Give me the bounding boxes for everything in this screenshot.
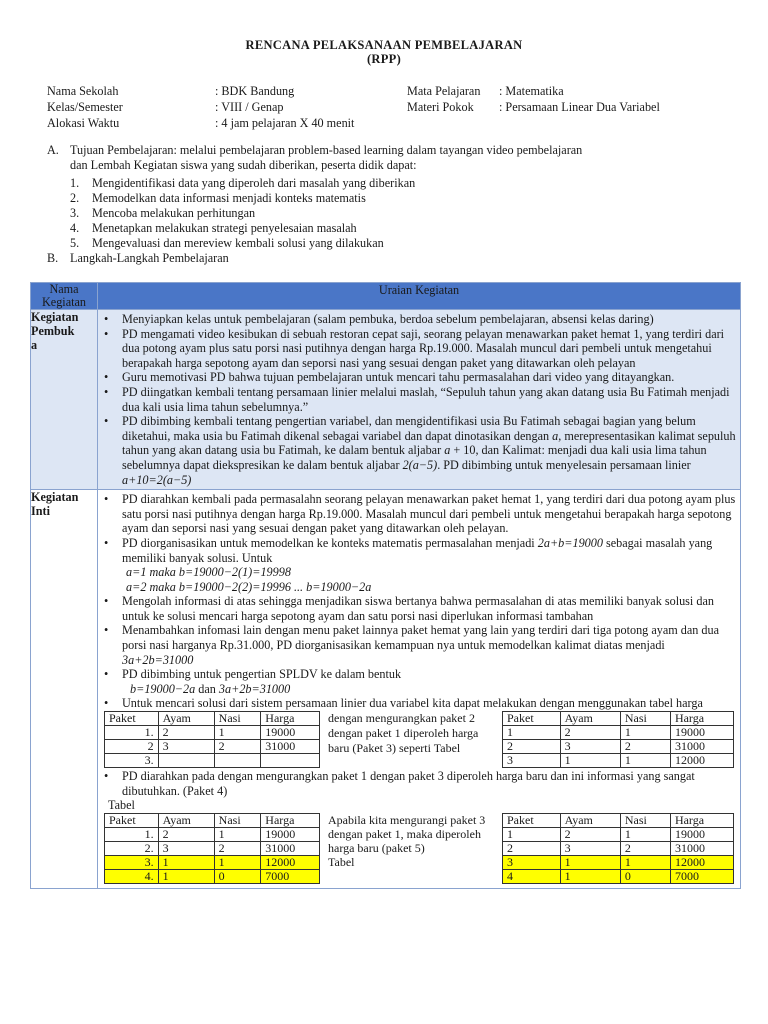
col-header: Harga: [261, 712, 320, 726]
cell: 4: [503, 869, 561, 883]
school-label: Nama Sekolah: [47, 84, 119, 98]
cell: 19000: [670, 726, 733, 740]
col-header: Nasi: [214, 813, 261, 827]
list-item: [122, 667, 736, 696]
cell: 0: [620, 869, 670, 883]
cell: 19000: [261, 827, 320, 841]
table-row: [503, 726, 734, 740]
table-row: [105, 726, 320, 740]
table-row: [105, 827, 320, 841]
col-header: Paket: [105, 712, 159, 726]
cell: 3: [158, 740, 214, 754]
math-equation: a=2 maka b=19000−2(2)=19996 ... b=19000−2a: [126, 579, 372, 594]
cell: 12000: [261, 855, 320, 869]
table-row-highlighted: [503, 869, 734, 883]
price-tables-row-1: [98, 711, 740, 768]
opening-activity-label: [31, 310, 98, 490]
class-label: Kelas/Semester: [47, 100, 123, 114]
cell: 3: [503, 754, 561, 768]
label-line: Kegiatan: [31, 490, 79, 505]
table-row: [31, 490, 741, 889]
col-header: Harga: [670, 813, 733, 827]
item-text: PD diorganisasikan untuk memodelkan ke konteks matematis permasalahan menjadi: [122, 535, 538, 550]
cell: 2: [620, 740, 670, 754]
cell: 1: [214, 726, 261, 740]
price-tables-row-2: [98, 813, 740, 884]
time-label: Alokasi Waktu: [47, 116, 120, 130]
col-header: Ayam: [560, 813, 620, 827]
list-item: • Menyiapkan kelas untuk pembelajaran (salam pembuka, berdoa sebelum pembelajaran, absensi kelas daring): [122, 312, 736, 327]
header-activity-name: [31, 283, 98, 310]
math-equation: b=19000−2a: [130, 681, 196, 696]
cell: 31000: [670, 841, 733, 855]
cell: 2: [214, 740, 261, 754]
header-col1-line2: Kegiatan: [42, 295, 86, 309]
cell: 7000: [261, 869, 320, 883]
document-title: RENCANA PELAKSANAAN PEMBELAJARAN: [245, 38, 523, 52]
label-line: a: [31, 338, 38, 352]
item-text: + 10, dan Kalimat: menjadi dua kali usia lima tahun sebelumnya dapat diekspresikan ke dalam bentuk aljabar: [122, 443, 707, 472]
list-item: • PD diarahkan pada dengan mengurangkan paket 1 dengan paket 3 diperoleh harga baru dan ini informasi yang sangat dibutuhkan. (Paket 4): [122, 769, 736, 798]
header-col1-line1: Nama: [49, 282, 79, 296]
table-row: [503, 827, 734, 841]
core-activity-list: [98, 492, 740, 711]
math-equation: 2a+b=19000: [537, 535, 603, 550]
cell: 3: [560, 740, 620, 754]
cell: 1: [560, 754, 620, 768]
col-header: Nasi: [620, 813, 670, 827]
section-a-line1: Tujuan Pembelajaran: melalui pembelajaran problem-based learning dalam tayangan video pembelajaran: [70, 143, 583, 157]
cell: 1: [560, 855, 620, 869]
table-row: [105, 740, 320, 754]
cell: 1: [503, 726, 561, 740]
col-header: Ayam: [158, 712, 214, 726]
section-a-line2: dan Lembah Kegiatan siswa yang sudah diberikan, peserta didik dapat:: [70, 158, 417, 172]
cell: 1: [214, 855, 261, 869]
col-header: Paket: [503, 813, 561, 827]
price-table-2: [502, 711, 734, 768]
table-row: [503, 754, 734, 768]
document-subtitle: (RPP): [366, 52, 402, 66]
item-text: Menambahkan infomasi lain dengan menu paket lainnya paket hemat yang lain yang terdiri dari tiga potong ayam dan dua porsi nasi harganya Rp.31.000, PD diorganisasikan kemampuan nya untuk memodelkan kalimat diatas menjadi: [122, 623, 719, 653]
cell: 1.: [105, 827, 159, 841]
objective-text: Mengidentifikasi data yang diperoleh dari masalah yang diberikan: [92, 176, 416, 190]
math-equation: 3a+2b=31000: [122, 652, 194, 667]
cell: 1: [158, 869, 214, 883]
table-row: [31, 310, 741, 490]
topic-label: Materi Pokok: [407, 100, 474, 114]
cell: 12000: [670, 754, 733, 768]
table-row-highlighted: [503, 855, 734, 869]
list-item: • PD diarahkan kembali pada permasalahn seorang pelayan menawarkan paket hemat 1, yang terdiri dari dua potong ayam plus satu porsi nasi putihnya dengan harga Rp.19.000. Masalah muncul dari pembeli untuk mengetahui berapakah harga sepotong ayam dan seporsi nasi yang sesuai dengan paket yang ditawarkan oleh pelayan.: [122, 492, 736, 536]
subtraction-note-1: dengan mengurangkan paket 2 dengan paket 1 diperoleh harga baru (Paket 3) seperti Tabel: [328, 711, 479, 756]
list-item: • Mengolah informasi di atas sehingga menjadikan siswa bertanya bahwa permasalahan di atas memiliki banyak solusi dan untuk ke solusi mencari harga sepotong ayam dan satu porsi nasi diperlukan informasi tambahan: [122, 594, 736, 623]
activity-table: [30, 282, 741, 889]
table-header-row: [31, 283, 741, 310]
cell: 4.: [105, 869, 159, 883]
cell: 1: [620, 855, 670, 869]
section-b-marker: B.: [47, 251, 59, 265]
cell: 31000: [261, 740, 320, 754]
opening-activity-list: [98, 312, 740, 487]
cell: 1: [620, 754, 670, 768]
item-text: . PD dibimbing untuk menyelesain persamaan linier: [437, 457, 691, 472]
cell: [214, 754, 261, 768]
cell: 2: [560, 827, 620, 841]
math-variable: a: [444, 443, 451, 458]
cell: 2: [158, 726, 214, 740]
table-row-highlighted: [105, 869, 320, 883]
cell: 2: [620, 841, 670, 855]
objective-text: Mencoba melakukan perhitungan: [92, 206, 256, 220]
cell: 1: [214, 827, 261, 841]
note-tabel-label: Tabel: [328, 854, 355, 869]
list-item: [122, 623, 736, 667]
subtraction-note-2: [320, 813, 502, 884]
cell: 2: [503, 740, 561, 754]
cell: 0: [214, 869, 261, 883]
table-row: [503, 841, 734, 855]
cell: 1: [503, 827, 561, 841]
cell: 19000: [670, 827, 733, 841]
math-variable: a: [552, 428, 559, 443]
price-table-3: [104, 813, 320, 884]
cell: 3: [560, 841, 620, 855]
list-item: • PD diingatkan kembali tentang persamaan linier melalui maslah, “Sepuluh tahun yang akan datang usia Bu Fatimah menjadi dua kali usia lima tahun sebelumnya.”: [122, 385, 736, 414]
math-equation: 3a+2b=31000: [218, 681, 291, 696]
cell: 3.: [105, 855, 159, 869]
core-activity-content: [98, 490, 741, 889]
col-header: Ayam: [158, 813, 214, 827]
label-line: Kegiatan: [31, 310, 79, 324]
table-row: [105, 754, 320, 768]
list-item: • Untuk mencari solusi dari sistem persamaan linier dua variabel kita dapat melakukan dengan menggunakan tabel harga: [122, 696, 736, 711]
class-value: : VIII / Genap: [215, 100, 284, 114]
cell: 7000: [670, 869, 733, 883]
cell: 1: [158, 855, 214, 869]
header-activity-description: Uraian Kegiatan: [98, 283, 741, 310]
objective-text: Memodelkan data informasi menjadi konteks matematis: [92, 191, 366, 205]
item-text: PD dibimbing untuk pengertian SPLDV ke dalam bentuk: [122, 667, 402, 682]
price-table-1: [104, 711, 320, 768]
cell: 3: [158, 841, 214, 855]
cell: 1: [560, 869, 620, 883]
cell: 19000: [261, 726, 320, 740]
cell: 12000: [670, 855, 733, 869]
section-a-marker: A.: [47, 143, 59, 157]
label-line: Inti: [31, 504, 50, 519]
table-row: [105, 841, 320, 855]
subject-value: : Matematika: [499, 84, 564, 98]
time-value: : 4 jam pelajaran X 40 menit: [215, 116, 355, 130]
school-value: : BDK Bandung: [215, 84, 295, 98]
list-item: [122, 414, 736, 487]
tabel-label: Tabel: [108, 798, 135, 813]
cell: 2: [503, 841, 561, 855]
list-item: [122, 536, 736, 594]
cell: 2: [214, 841, 261, 855]
cell: 1.: [105, 726, 159, 740]
math-equation: a+10=2(a−5): [122, 472, 192, 487]
item-text: , merepresentasikan kalimat sepuluh tahun yang akan datang usia bu Fatimah, ke dalam bentuk aljabar: [122, 428, 736, 458]
topic-value: : Persamaan Linear Dua Variabel: [499, 100, 660, 114]
price-table-4: [502, 813, 734, 884]
col-header: Nasi: [620, 712, 670, 726]
section-b-heading: Langkah-Langkah Pembelajaran: [70, 251, 229, 265]
col-header: Ayam: [560, 712, 620, 726]
core-activity-label: [31, 490, 98, 889]
list-item: • PD mengamati video kesibukan di sebuah restoran cepat saji, seorang pelayan menawarkan paket hemat 1, yang terdiri dari dua potong ayam plus satu porsi nasi putihnya dengan harga Rp.19.000. Masalah muncul dari pembeli untuk mengetahui berapakah harga sepotong ayam dan seporsi nasi yang sesuai dengan paket yang ditawarkan oleh pelayan: [122, 327, 736, 371]
cell: 2.: [105, 841, 159, 855]
list-item: • Guru memotivasi PD bahwa tujuan pembelajaran untuk mencari tahu permasalahan dari video yang ditayangkan.: [122, 370, 736, 385]
subject-label: Mata Pelajaran: [407, 84, 481, 98]
cell: 1: [620, 726, 670, 740]
col-header: Paket: [105, 813, 159, 827]
objective-text: Mengevaluasi dan mereview kembali solusi yang dilakukan: [92, 236, 384, 250]
cell: 3.: [105, 754, 159, 768]
item-text: dan: [195, 681, 219, 696]
col-header: Nasi: [214, 712, 261, 726]
cell: [261, 754, 320, 768]
cell: [158, 754, 214, 768]
math-equation: a=1 maka b=19000−2(1)=19998: [126, 565, 291, 580]
col-header: Harga: [261, 813, 320, 827]
item-text: sebagai masalah yang memiliki banyak solusi. Untuk: [122, 535, 713, 565]
table-row: [503, 740, 734, 754]
note-text: Apabila kita mengurangi paket 3 dengan paket 1, maka diperoleh harga baru (paket 5): [328, 812, 486, 855]
cell: 1: [620, 827, 670, 841]
table-row-highlighted: [105, 855, 320, 869]
label-line: Pembuk: [31, 324, 75, 338]
cell: 2: [105, 740, 159, 754]
objective-number: 4.: [70, 221, 80, 235]
objective-text: Menetapkan melakukan strategi penyelesaian masalah: [92, 221, 357, 235]
item-text: PD dibimbing kembali tentang pengertian variabel, dan mengidentifikasi usia Bu Fatimah sebagai bagian yang belum diketahui, maka usia bu Fatimah dikenal sebagai variabel dan dapat dinotasikan dengan: [122, 414, 696, 443]
cell: 3: [503, 855, 561, 869]
cell: 31000: [670, 740, 733, 754]
col-header: Paket: [503, 712, 561, 726]
cell: 2: [158, 827, 214, 841]
col-header: Harga: [670, 712, 733, 726]
objective-number: 3.: [70, 206, 80, 220]
opening-activity-content: [98, 310, 741, 490]
math-expression: 2(a−5): [402, 457, 438, 472]
cell: 31000: [261, 841, 320, 855]
core-activity-list-cont: [98, 769, 740, 798]
objective-number: 5.: [70, 236, 80, 250]
objective-number: 2.: [70, 191, 80, 205]
objective-number: 1.: [70, 176, 80, 190]
cell: 2: [560, 726, 620, 740]
